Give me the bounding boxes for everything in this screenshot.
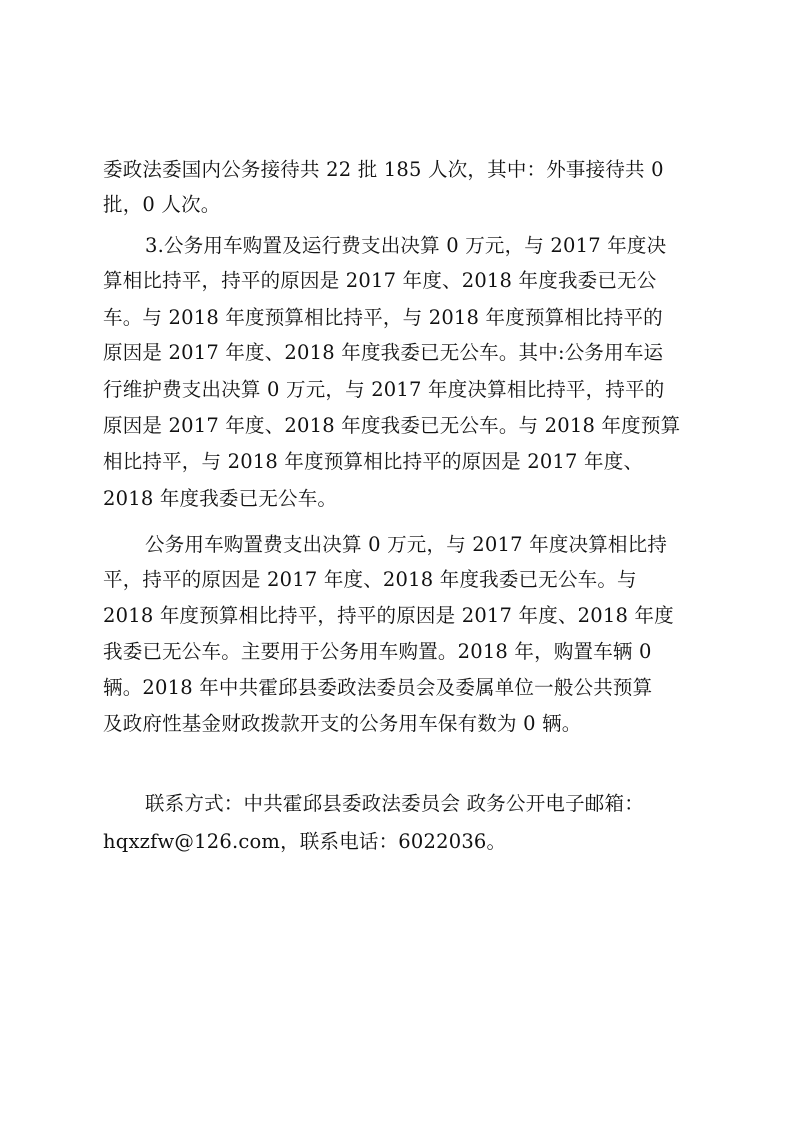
paragraph-3-line-1: 公务用车购置费支出决算 0 万元，与 2017 年度决算相比持 — [145, 533, 668, 556]
paragraph-1-line-1: 委政法委国内公务接待共 22 批 185 人次，其中：外事接待共 0 — [103, 158, 664, 181]
paragraph-3-line-4: 我委已无公车。主要用于公务用车购置。2018 年，购置车辆 0 — [103, 640, 652, 663]
paragraph-3-line-5: 辆。2018 年中共霍邱县委政法委员会及委属单位一般公共预算 — [103, 676, 653, 699]
paragraph-3-line-3: 2018 年度预算相比持平，持平的原因是 2017 年度、2018 年度 — [103, 604, 674, 627]
contact-line-2: hqxzfw@126.com，联系电话：6022036。 — [103, 830, 507, 853]
paragraph-2-line-8: 2018 年度我委已无公车。 — [103, 487, 338, 510]
paragraph-2-line-2: 算相比持平，持平的原因是 2017 年度、2018 年度我委已无公 — [103, 269, 657, 292]
paragraph-3-line-6: 及政府性基金财政拨款开支的公务用车保有数为 0 辆。 — [103, 712, 582, 735]
paragraph-2-line-4: 原因是 2017 年度、2018 年度我委已无公车。其中:公务用车运 — [103, 341, 664, 364]
paragraph-1-line-2: 批，0 人次。 — [103, 193, 221, 216]
paragraph-3-line-2: 平，持平的原因是 2017 年度、2018 年度我委已无公车。与 — [103, 568, 637, 591]
paragraph-2-line-7: 相比持平，与 2018 年度预算相比持平的原因是 2017 年度、 — [103, 450, 644, 473]
contact-line-1: 联系方式：中共霍邱县委政法委员会 政务公开电子邮箱： — [145, 792, 644, 815]
paragraph-2-line-1: 3.公务用车购置及运行费支出决算 0 万元，与 2017 年度决 — [145, 234, 667, 257]
paragraph-2-line-3: 车。与 2018 年度预算相比持平，与 2018 年度预算相比持平的 — [103, 306, 663, 329]
paragraph-2-line-5: 行维护费支出决算 0 万元，与 2017 年度决算相比持平，持平的 — [103, 378, 665, 401]
paragraph-2-line-6: 原因是 2017 年度、2018 年度我委已无公车。与 2018 年度预算 — [103, 414, 681, 437]
